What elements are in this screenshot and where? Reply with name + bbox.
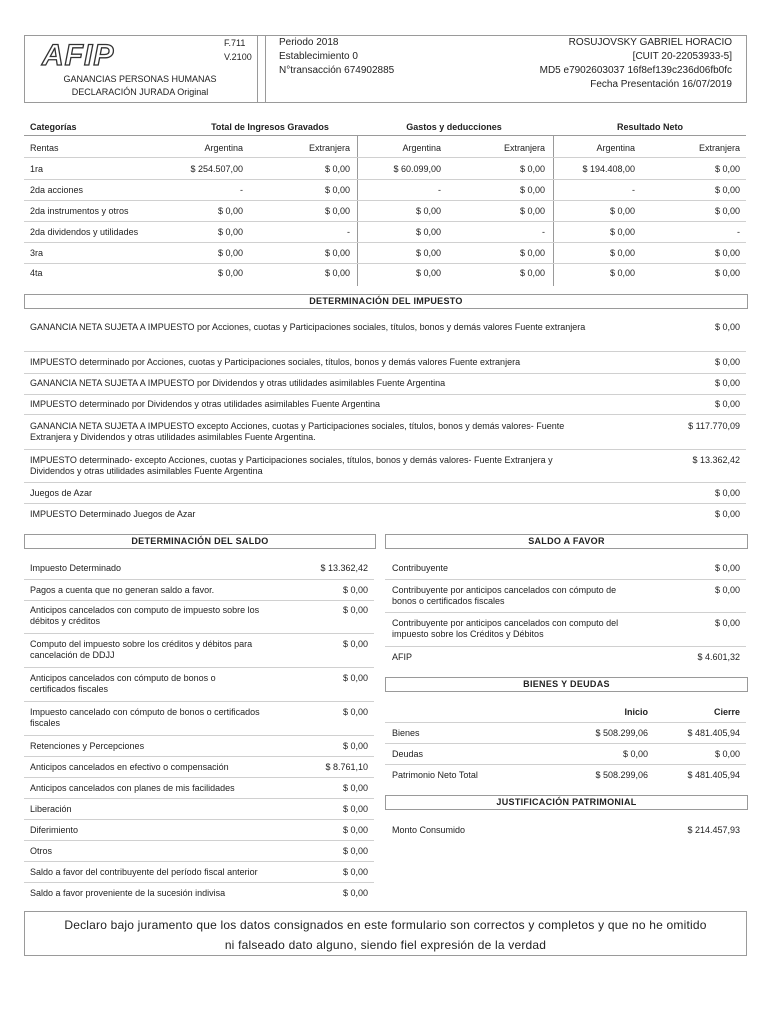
saldo-label: Pagos a cuenta que no generan saldo a favor. bbox=[30, 585, 215, 595]
col-header-resultado: Resultado Neto bbox=[616, 122, 683, 132]
cell-value: $ 254.507,00 bbox=[190, 164, 243, 174]
section-title-impuesto: DETERMINACIÓN DEL IMPUESTO bbox=[24, 294, 748, 309]
cell-value: $ 0,00 bbox=[217, 206, 243, 216]
monto-consumido-label: Monto Consumido bbox=[392, 825, 466, 835]
favor-value: $ 0,00 bbox=[714, 618, 740, 628]
transaccion: N°transacción 674902885 bbox=[279, 65, 395, 76]
impuesto-label: GANANCIA NETA SUJETA A IMPUESTO por Acciones, cuotas y Participaciones sociales, títulos, bonos y demás valores Fuente extranjera bbox=[30, 322, 586, 332]
fecha-presentacion: Fecha Presentación 16/07/2019 bbox=[590, 79, 732, 90]
cell-value: $ 0,00 bbox=[714, 206, 740, 216]
sub-ing-arg: Argentina bbox=[204, 143, 243, 153]
form-title: GANANCIAS PERSONAS HUMANAS bbox=[63, 74, 217, 84]
saldo-value: $ 0,00 bbox=[342, 867, 368, 877]
cell-value: $ 0,00 bbox=[609, 206, 635, 216]
saldo-value: $ 0,00 bbox=[342, 804, 368, 814]
cell-value: $ 0,00 bbox=[217, 227, 243, 237]
saldo-label: Otros bbox=[30, 846, 53, 856]
cell-value: - bbox=[347, 227, 350, 237]
cell-value: $ 0,00 bbox=[324, 248, 350, 258]
cell-value: $ 0,00 bbox=[519, 248, 545, 258]
impuesto-label: GANANCIA NETA SUJETA A IMPUESTO por Dividendos y otras utilidades asimilables Fuente Argentina bbox=[30, 378, 446, 388]
cell-value: $ 0,00 bbox=[609, 248, 635, 258]
col-header-categorias: Categorías bbox=[30, 122, 77, 132]
row-label: 3ra bbox=[30, 248, 44, 258]
declaration-line-1: Declaro bajo juramento que los datos consignados en este formulario son correctos y completos y que no he omitido bbox=[64, 918, 707, 932]
favor-value: $ 4.601,32 bbox=[697, 652, 740, 662]
cell-value: $ 0,00 bbox=[324, 268, 350, 278]
saldo-label: Impuesto cancelado con cómputo de bonos o certificados fiscales bbox=[30, 707, 260, 728]
cell-value: $ 0,00 bbox=[714, 248, 740, 258]
cell-value: - bbox=[632, 185, 635, 195]
cell-value: - bbox=[737, 227, 740, 237]
favor-label: Contribuyente por anticipos cancelados con computo del impuesto sobre los Créditos y Débitos bbox=[392, 618, 619, 639]
declaration-box bbox=[24, 911, 747, 956]
saldo-value: $ 0,00 bbox=[342, 846, 368, 856]
saldo-label: Saldo a favor del contribuyente del período fiscal anterior bbox=[30, 867, 258, 877]
bienes-label: Patrimonio Neto Total bbox=[392, 770, 478, 780]
declaration-line-2: ni falseado dato alguno, siendo fiel expresión de la verdad bbox=[224, 938, 547, 952]
cell-value: $ 0,00 bbox=[714, 164, 740, 174]
saldo-value: $ 0,00 bbox=[342, 585, 368, 595]
impuesto-value: $ 0,00 bbox=[714, 378, 740, 388]
impuesto-label: IMPUESTO Determinado Juegos de Azar bbox=[30, 509, 196, 519]
cell-value: $ 0,00 bbox=[519, 268, 545, 278]
saldo-value: $ 8.761,10 bbox=[325, 762, 368, 772]
col-header-cierre: Cierre bbox=[713, 707, 740, 717]
cell-value: $ 0,00 bbox=[609, 227, 635, 237]
saldo-label: Anticipos cancelados con computo de impuesto sobre los débitos y créditos bbox=[30, 605, 260, 626]
saldo-value: $ 0,00 bbox=[342, 707, 368, 717]
favor-label: Contribuyente por anticipos cancelados con cómputo de bonos o certificados fiscales bbox=[392, 585, 617, 606]
row-label: 4ta bbox=[30, 268, 43, 278]
cell-value: $ 194.408,00 bbox=[582, 164, 635, 174]
section-title-favor: SALDO A FAVOR bbox=[385, 534, 748, 549]
saldo-label: Computo del impuesto sobre los créditos y débitos para cancelación de DDJJ bbox=[30, 639, 253, 660]
cell-value: $ 60.099,00 bbox=[393, 164, 441, 174]
bienes-cierre: $ 0,00 bbox=[714, 749, 740, 759]
saldo-value: $ 0,00 bbox=[342, 741, 368, 751]
saldo-value: $ 0,00 bbox=[342, 605, 368, 615]
impuesto-value: $ 0,00 bbox=[714, 488, 740, 498]
cell-value: $ 0,00 bbox=[609, 268, 635, 278]
cell-value: - bbox=[542, 227, 545, 237]
saldo-value: $ 13.362,42 bbox=[320, 563, 368, 573]
impuesto-value: $ 117.770,09 bbox=[688, 421, 740, 431]
row-label: 2da dividendos y utilidades bbox=[30, 227, 139, 237]
bienes-inicio: $ 0,00 bbox=[622, 749, 648, 759]
impuesto-label: IMPUESTO determinado- excepto Acciones, cuotas y Participaciones sociales, títulos, bonos y demás valores- Fuente Extranjera y Dividendos y otras utilidades asimilables Fuente Argentina bbox=[30, 455, 553, 476]
row-label: 1ra bbox=[30, 164, 44, 174]
saldo-label: Anticipos cancelados con planes de mis facilidades bbox=[30, 783, 235, 793]
row-label: 2da acciones bbox=[30, 185, 84, 195]
col-header-inicio: Inicio bbox=[624, 707, 648, 717]
bienes-label: Deudas bbox=[392, 749, 424, 759]
saldo-value: $ 0,00 bbox=[342, 783, 368, 793]
periodo: Periodo 2018 bbox=[279, 37, 339, 48]
saldo-label: Saldo a favor proveniente de la sucesión indivisa bbox=[30, 888, 226, 898]
bienes-cierre: $ 481.405,94 bbox=[687, 728, 740, 738]
cell-value: $ 0,00 bbox=[415, 206, 441, 216]
col-header-ingresos: Total de Ingresos Gravados bbox=[211, 122, 329, 132]
cell-value: $ 0,00 bbox=[519, 185, 545, 195]
favor-label: AFIP bbox=[392, 652, 413, 662]
cell-value: $ 0,00 bbox=[324, 164, 350, 174]
row-label: 2da instrumentos y otros bbox=[30, 206, 129, 216]
form-number: F.711 bbox=[224, 38, 246, 48]
cell-value: $ 0,00 bbox=[714, 268, 740, 278]
cell-value: $ 0,00 bbox=[217, 248, 243, 258]
cell-value: $ 0,00 bbox=[324, 206, 350, 216]
impuesto-value: $ 0,00 bbox=[714, 357, 740, 367]
saldo-value: $ 0,00 bbox=[342, 673, 368, 683]
sub-res-arg: Argentina bbox=[596, 143, 635, 153]
saldo-value: $ 0,00 bbox=[342, 639, 368, 649]
cell-value: $ 0,00 bbox=[714, 185, 740, 195]
favor-label: Contribuyente bbox=[392, 563, 449, 573]
cell-value: - bbox=[240, 185, 243, 195]
saldo-value: $ 0,00 bbox=[342, 825, 368, 835]
impuesto-label: IMPUESTO determinado por Dividendos y otras utilidades asimilables Fuente Argentina bbox=[30, 399, 381, 409]
sub-ing-ext: Extranjera bbox=[308, 143, 350, 153]
bienes-cierre: $ 481.405,94 bbox=[687, 770, 740, 780]
cell-value: $ 0,00 bbox=[415, 248, 441, 258]
cell-value: $ 0,00 bbox=[415, 227, 441, 237]
cell-value: - bbox=[438, 185, 441, 195]
taxpayer-cuit: [CUIT 20-22053933-5] bbox=[632, 51, 732, 62]
sub-res-ext: Extranjera bbox=[698, 143, 740, 153]
form-version: V.2100 bbox=[224, 52, 252, 62]
favor-value: $ 0,00 bbox=[714, 585, 740, 595]
establecimiento: Establecimiento 0 bbox=[279, 51, 358, 62]
impuesto-value: $ 0,00 bbox=[714, 322, 740, 332]
col-header-gastos: Gastos y deducciones bbox=[406, 122, 502, 132]
sub-gas-arg: Argentina bbox=[402, 143, 441, 153]
impuesto-label: IMPUESTO determinado por Acciones, cuotas y Participaciones sociales, títulos, bonos y demás valores Fuente extranjera bbox=[30, 357, 521, 367]
cell-value: $ 0,00 bbox=[415, 268, 441, 278]
saldo-label: Retenciones y Percepciones bbox=[30, 741, 145, 751]
section-title-saldo: DETERMINACIÓN DEL SALDO bbox=[24, 534, 376, 549]
bienes-inicio: $ 508.299,06 bbox=[595, 770, 648, 780]
section-title-bienes: BIENES Y DEUDAS bbox=[385, 677, 748, 692]
saldo-label: Diferimiento bbox=[30, 825, 79, 835]
saldo-label: Liberación bbox=[30, 804, 72, 814]
sub-rentas: Rentas bbox=[30, 143, 59, 153]
cell-value: $ 0,00 bbox=[324, 185, 350, 195]
cell-value: $ 0,00 bbox=[217, 268, 243, 278]
impuesto-label: Juegos de Azar bbox=[30, 488, 93, 498]
bienes-label: Bienes bbox=[392, 728, 420, 738]
saldo-value: $ 0,00 bbox=[342, 888, 368, 898]
favor-value: $ 0,00 bbox=[714, 563, 740, 573]
cell-value: $ 0,00 bbox=[519, 206, 545, 216]
sub-gas-ext: Extranjera bbox=[503, 143, 545, 153]
saldo-label: Anticipos cancelados en efectivo o compensación bbox=[30, 762, 229, 772]
form-subtitle: DECLARACIÓN JURADA Original bbox=[71, 87, 209, 97]
impuesto-label: GANANCIA NETA SUJETA A IMPUESTO excepto Acciones, cuotas y Participaciones sociales, títulos, bonos y demás valores- Fuente Extranjera y Dividendos y otras utilidades asimilables Fuente Argentina. bbox=[30, 421, 565, 442]
monto-consumido-value: $ 214.457,93 bbox=[687, 825, 740, 835]
impuesto-value: $ 13.362,42 bbox=[692, 455, 740, 465]
saldo-label: Impuesto Determinado bbox=[30, 563, 122, 573]
bienes-inicio: $ 508.299,06 bbox=[595, 728, 648, 738]
impuesto-value: $ 0,00 bbox=[714, 509, 740, 519]
taxpayer-name: ROSUJOVSKY GABRIEL HORACIO bbox=[568, 37, 732, 48]
section-title-justificacion: JUSTIFICACIÓN PATRIMONIAL bbox=[385, 795, 748, 810]
md5-hash: MD5 e7902603037 16f8ef139c236d06fb0fc bbox=[539, 65, 732, 76]
afip-logo bbox=[40, 40, 150, 68]
saldo-label: Anticipos cancelados con cómputo de bonos o certificados fiscales bbox=[30, 673, 216, 694]
impuesto-value: $ 0,00 bbox=[714, 399, 740, 409]
cell-value: $ 0,00 bbox=[519, 164, 545, 174]
svg-text:AFIP: AFIP bbox=[42, 40, 115, 68]
